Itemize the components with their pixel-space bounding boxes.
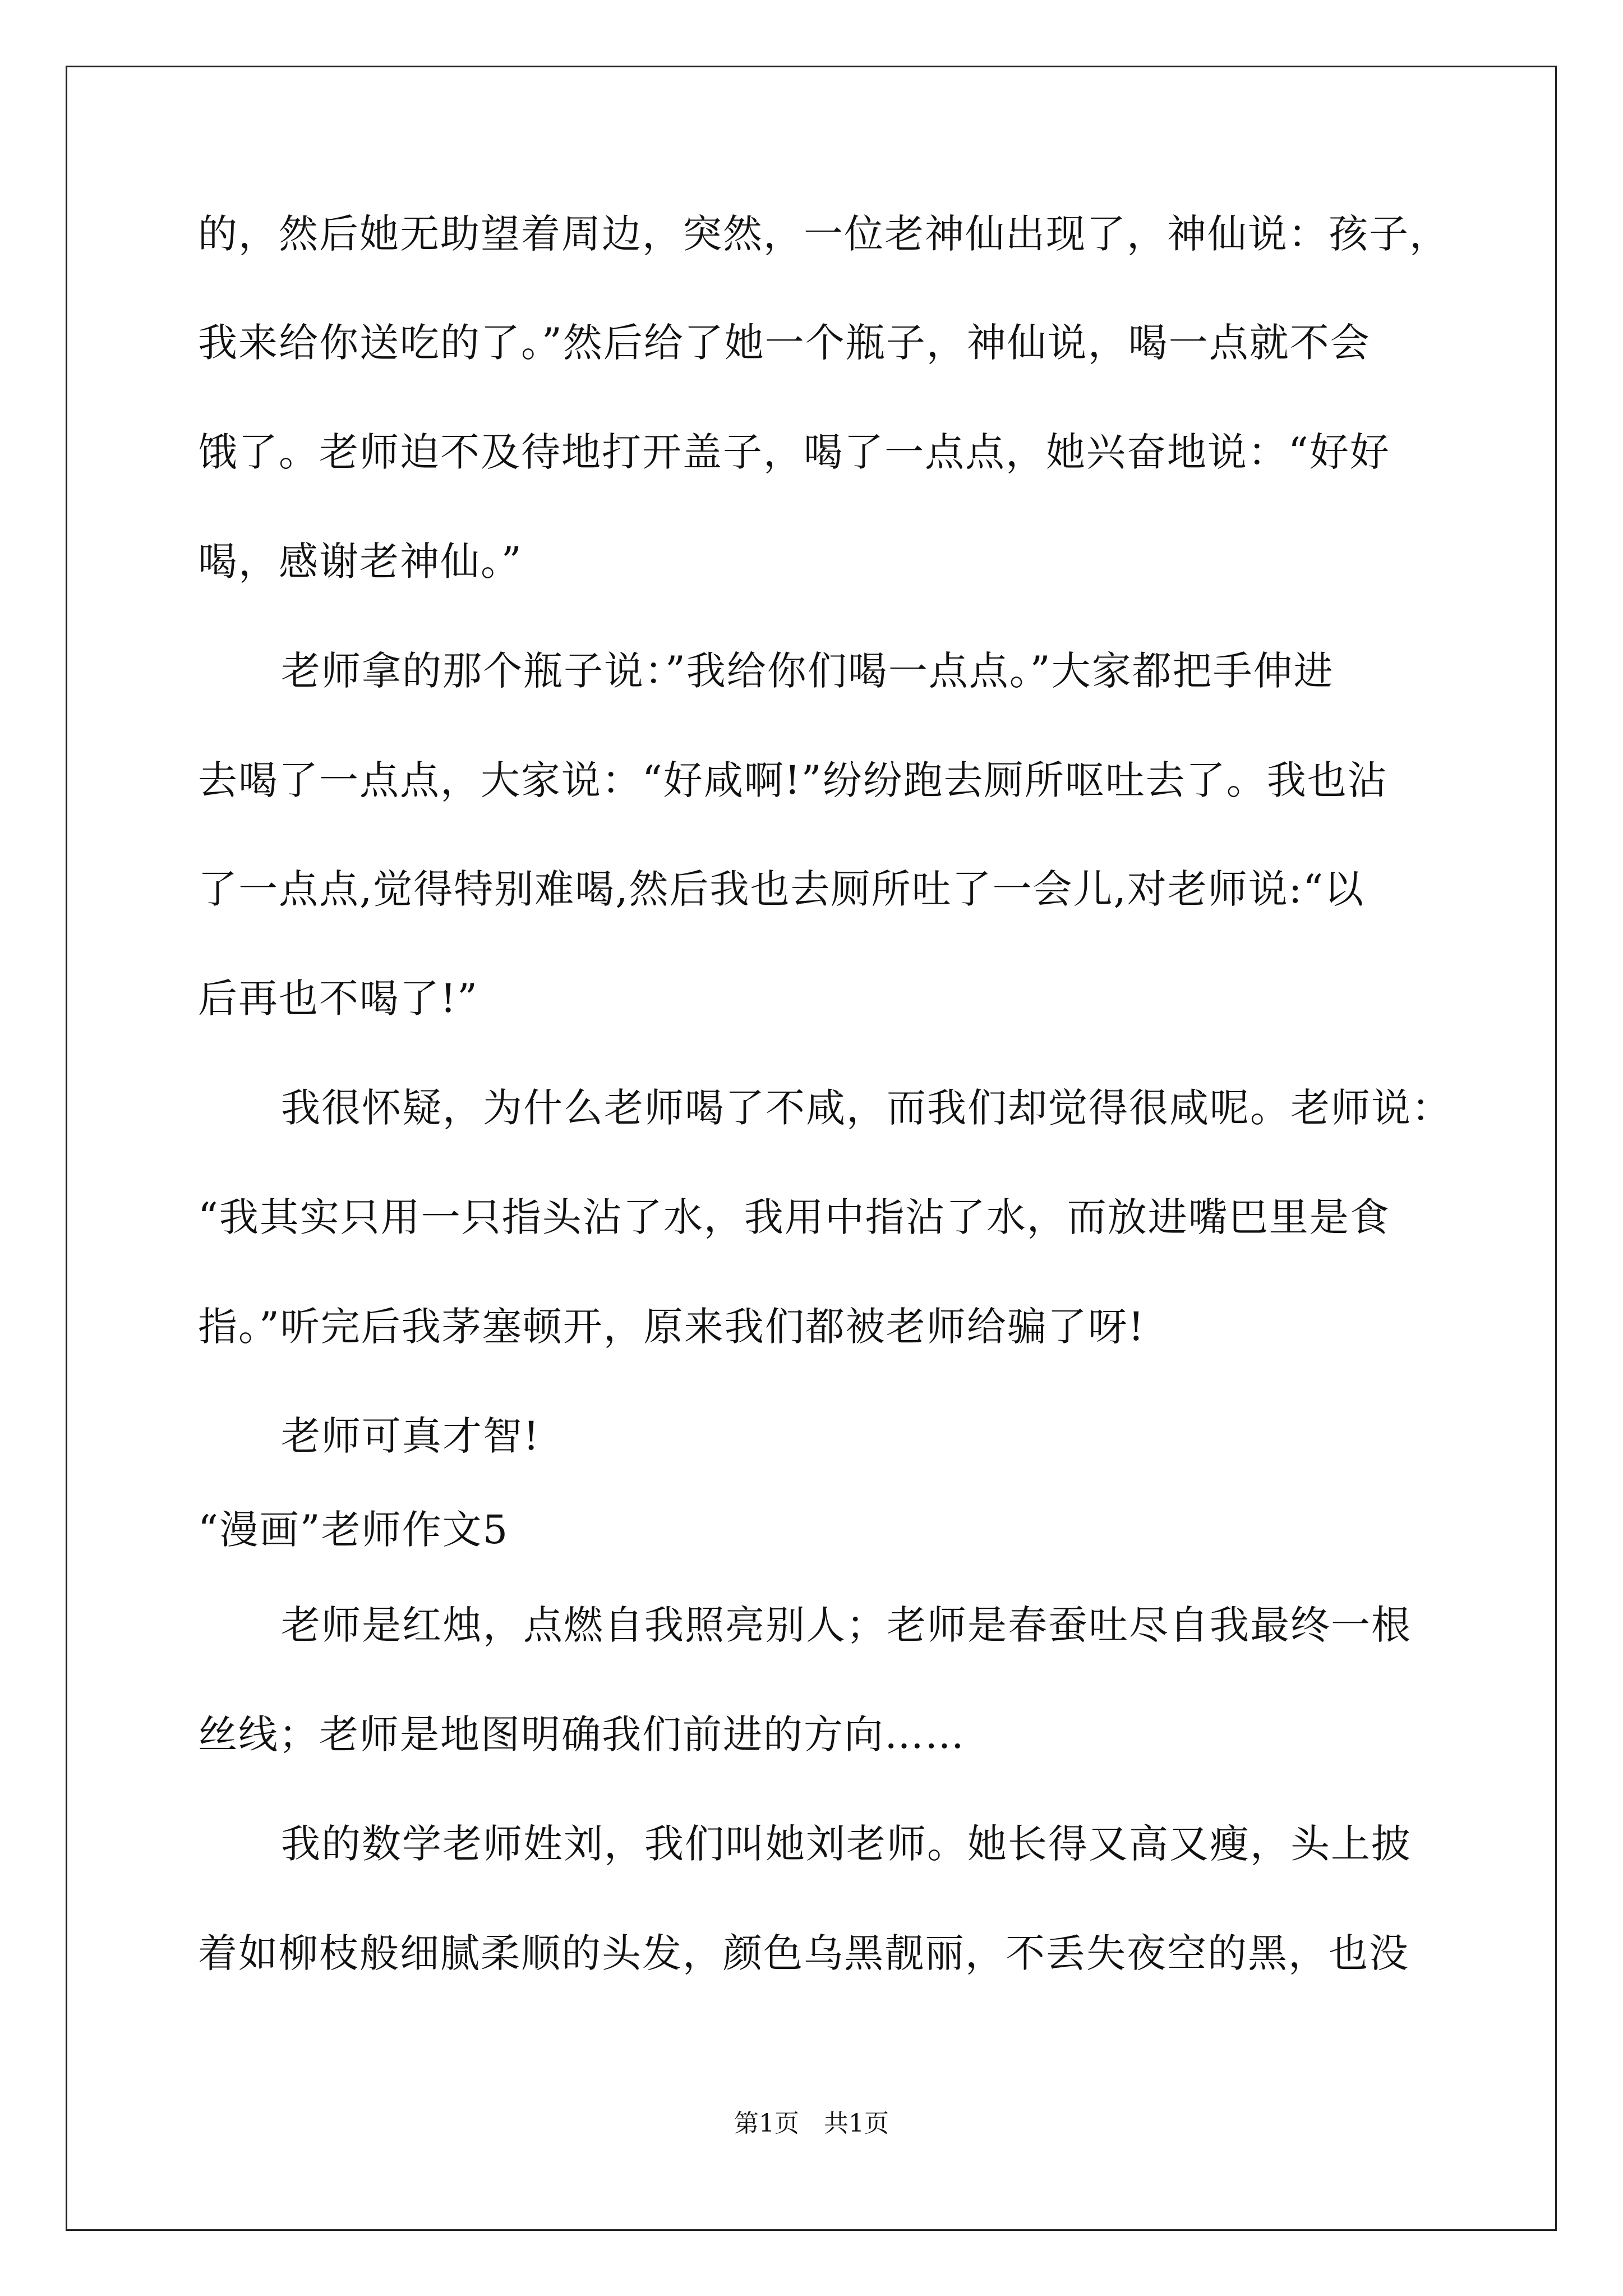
text-line: 喝，感谢老神仙。” <box>198 539 523 585</box>
text-line: 的，然后她无助望着周边，突然，一位老神仙出现了，神仙说：孩子， <box>198 211 1450 257</box>
page-border <box>66 66 1557 2231</box>
text-line: 我来给你送吃的了。”然后给了她一个瓶子，神仙说，喝一点就不会 <box>198 320 1371 366</box>
paragraph-first-line: 我的数学老师姓刘，我们叫她刘老师。她长得又高又瘦，头上披 <box>281 1821 1412 1867</box>
text-line: 去喝了一点点，大家说：“好咸啊!”纷纷跑去厕所呕吐去了。我也沾 <box>198 757 1388 803</box>
text-line: “我其实只用一只指头沾了水，我用中指沾了水，而放进嘴巴里是食 <box>198 1194 1390 1240</box>
text-line: 着如柳枝般细腻柔顺的头发，颜色乌黑靓丽，不丢失夜空的黑，也没 <box>198 1930 1409 1976</box>
text-line: 丝线；老师是地图明确我们前进的方向…… <box>198 1711 965 1757</box>
text-line: 了一点点,觉得特别难喝,然后我也去厕所吐了一会儿,对老师说:“以 <box>198 866 1365 912</box>
text-line: 饿了。老师迫不及待地打开盖子，喝了一点点，她兴奋地说：“好好 <box>198 429 1390 475</box>
paragraph-first-line: 我很怀疑，为什么老师喝了不咸，而我们却觉得很咸呢。老师说： <box>281 1085 1452 1131</box>
paragraph-first-line: 老师可真才智! <box>281 1413 541 1459</box>
paragraph-first-line: 老师是红烛，点燃自我照亮别人；老师是春蚕吐尽自我最终一根 <box>281 1602 1412 1648</box>
text-line: 后再也不喝了!” <box>198 976 478 1022</box>
section-heading: “漫画”老师作文5 <box>198 1507 509 1553</box>
page-footer: 第1页 共1页 <box>734 2109 889 2138</box>
paragraph-first-line: 老师拿的那个瓶子说：”我给你们喝一点点。”大家都把手伸进 <box>281 648 1334 694</box>
text-line: 指。”听完后我茅塞顿开，原来我们都被老师给骗了呀! <box>198 1304 1145 1350</box>
